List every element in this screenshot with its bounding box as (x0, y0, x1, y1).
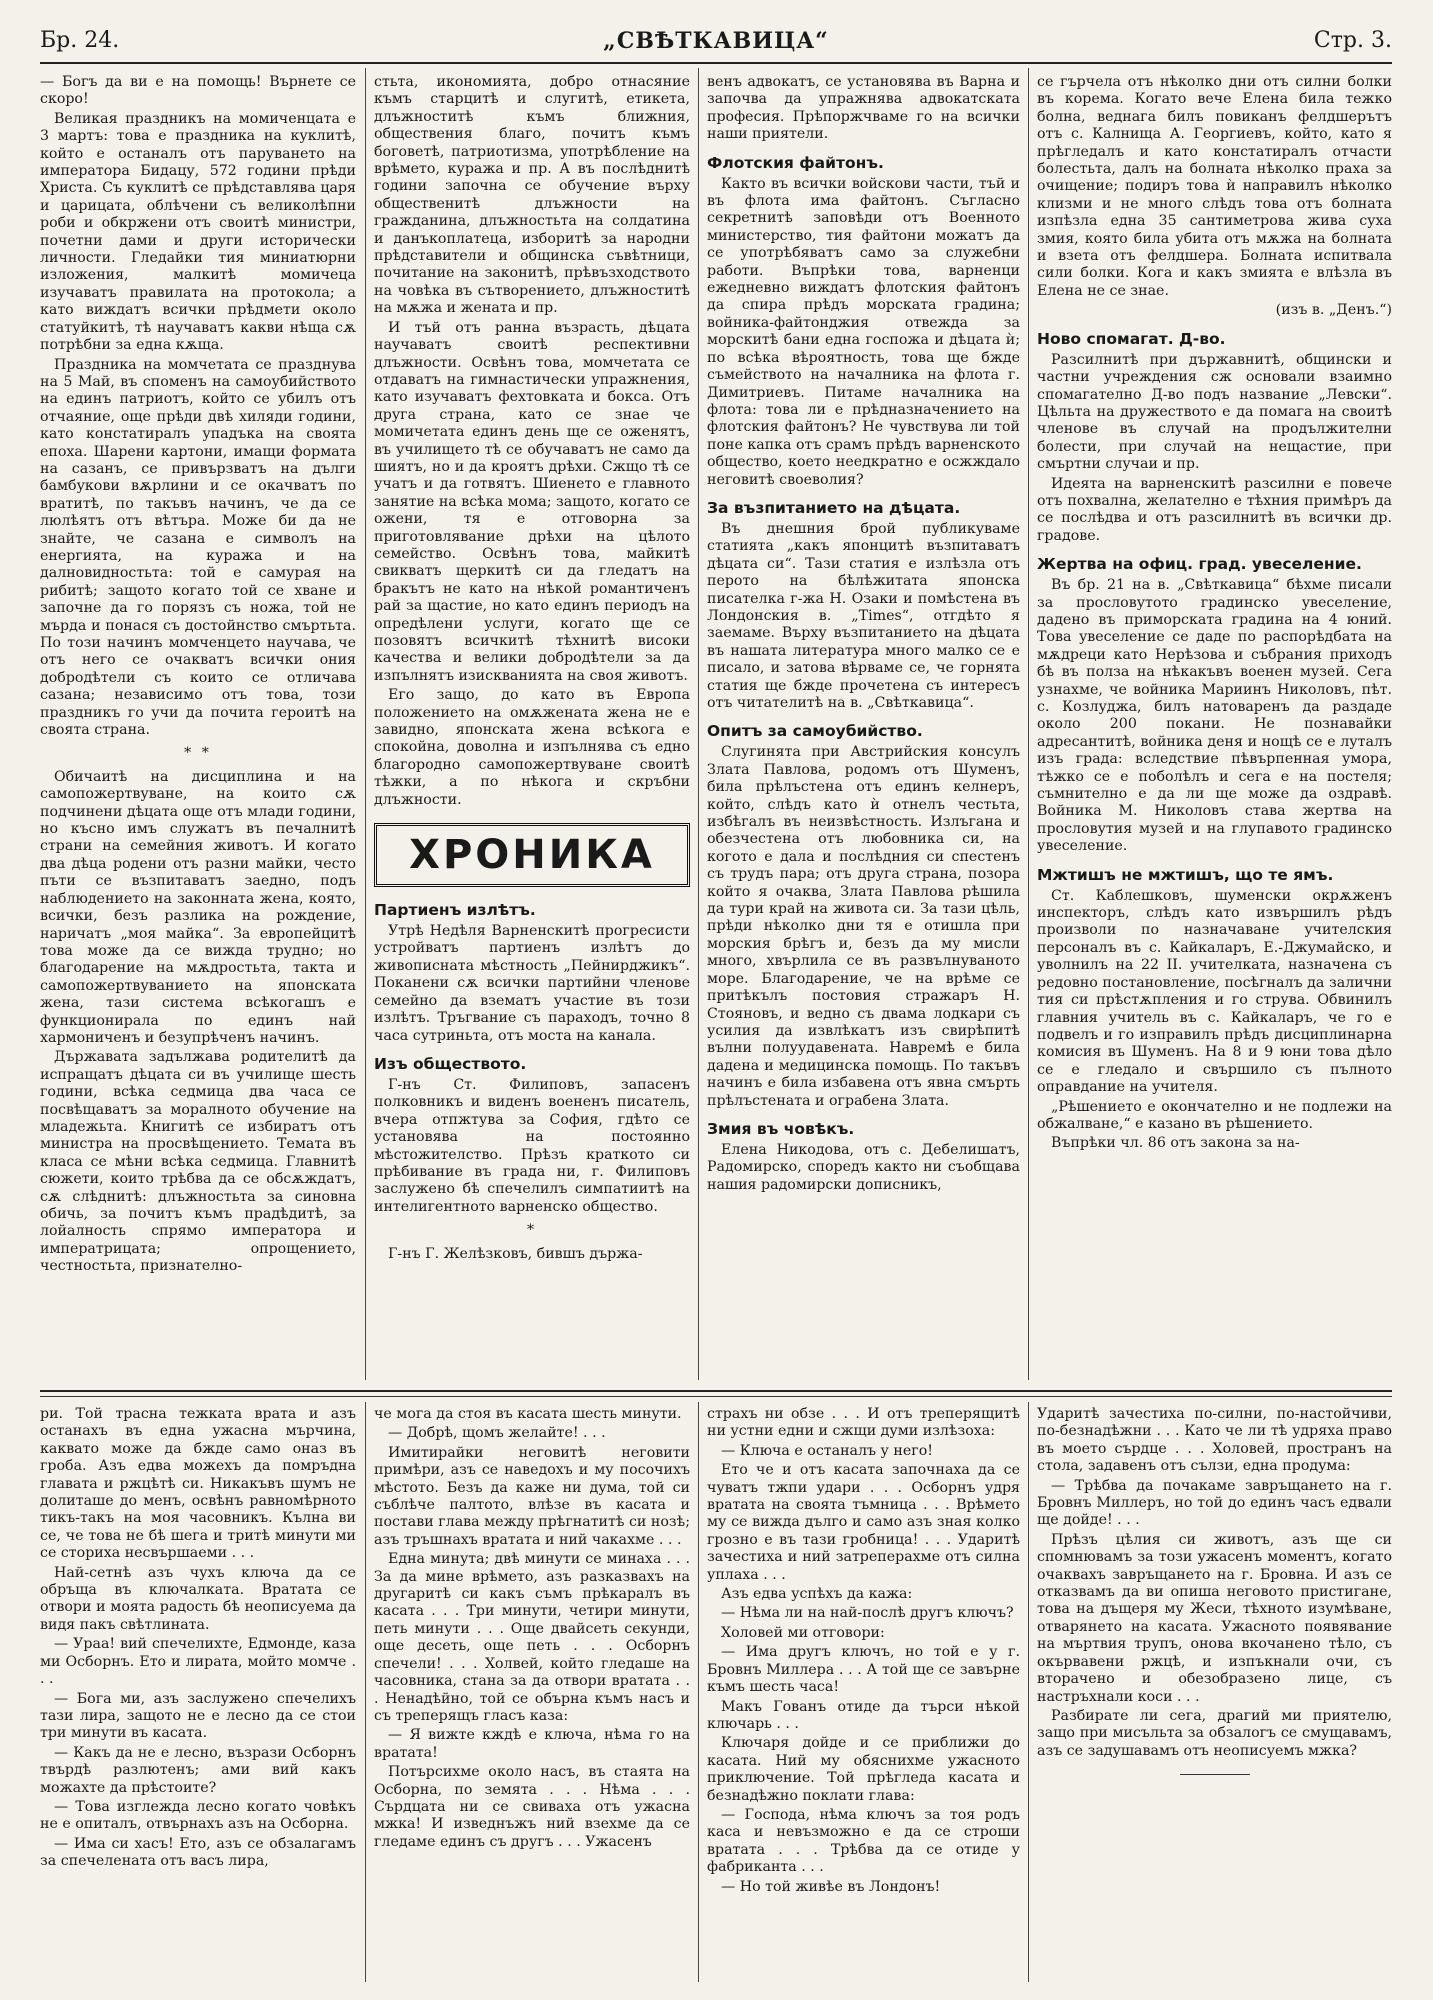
paragraph: Най-сетнѣ азъ чухъ ключа да се обръща въ ключалката. Вратата се отвори и моята радость бѣ неописуема да видя пакъ свѣтлината. (40, 1564, 356, 1633)
headline-party-excursion: Партиенъ излѣтъ. (374, 901, 536, 920)
column-divider (698, 68, 699, 1380)
column-divider (698, 1402, 699, 1982)
paragraph: Азъ едва успѣхъ да кажа: (721, 1586, 913, 1603)
end-rule (1180, 1774, 1250, 1775)
headline-suicide-attempt: Опитъ за самоубийство. (707, 722, 923, 741)
paragraph: — Това изглежда лесно когато човѣкъ не е опиталъ, отвърнахъ азъ на Осборна. (40, 1798, 356, 1833)
column-divider (365, 68, 366, 1380)
paragraph: че мога да стоя въ касата шесть минути. (374, 1406, 682, 1422)
paragraph: Праздника на момчетата се празднува на 5 Май, въ споменъ на самоубийството на единъ патриотъ, който се убилъ отъ отчаяние, още прѣди двѣ хиляди години, като констатиралъ упадъка на своята епоха. Шарени картони, имащи формата на сазанъ, се привързватъ на дълги бамбукови вѫрлини и се окачватъ по вратитѣ, по такъвъ начинъ, че да се люлѣятъ отъ вѣтъра. Може би да не знайте, че сазана е символъ на енергията, на куража и на далновидностьта: той е самурая на рибитѣ; защото когато той се хване и започне да го порязъ съ ножа, той не мърда и понася съ достойнство смъртьта. По този начинъ момченцето научава, че отъ него се очакватъ всички ония добродѣтели съ които се отличава сазана; независимо отъ това, този праздникъ го учи да почита героитѣ на своята страна. (40, 356, 356, 739)
paragraph: — Има си хасъ! Ето, азъ се обзалагамъ за спечелената отъ васъ лира, (40, 1835, 356, 1870)
paragraph: Прѣзъ цѣлия си животъ, азъ ще си спомнювамъ за този ужасенъ моментъ, когато очаквахъ завръщането на г. Бровна. И азъ се отказвамъ да ви опиша неговото пристигане, това на дъщеря му Жеси, тѣхното изумѣване, отварянето на касата. Ужасното появявание на мъртвия трупъ, онова вкочанено тѣло, съ окървавени ржцѣ, и изпъкнали очи, съ вторачено и обезобразено лице, съ настръхнали коси . . . (1037, 1531, 1392, 1705)
chronicle-banner: ХРОНИКА (374, 823, 690, 887)
paragraph: Ст. Каблешковъ, шуменски окрѫженъ инспекторъ, слѣдъ като извършилъ рѣдъ произволи по назначаване учителския персоналъ въ с. Кайкаларъ, Е.-Джумайско, и уволнилъ на 22 II. учителката, назначена съ редовно постановление, посѣгналъ да залични тия си прѣстѫпления и го струва. Обвинилъ главния учитель въ с. Кайкаларъ, че го е подвелъ и го изправилъ прѣдъ дисциплинарна комисия въ Шуменъ. На 8 и 9 юни това дѣло се е гледало и свършило съ пълното оправдание на учителя. (1037, 887, 1392, 1096)
article-japanese-children-col2 (374, 74, 690, 1378)
paragraph: страхъ ни обзе . . . И отъ треперящитѣ ни устни едни и сжщи думи излѣзоха: (707, 1406, 1020, 1440)
paragraph: Обичаитѣ на дисциплина и на самопожертвуване, на които сѫ подчинени дѣцата още отъ млади години, но късно имъ служатъ въ печалнитѣ страни на семейния животъ. И когато два дѣца родени отъ разни майки, често пъти се възпитаватъ заедно, подъ наблюдението на законната жена, която, всички, безъ разлика на рождение, наричатъ „моя майка“. За европейцитѣ това може да се вижда трудно; но благодарение на мѫдростьта, такта и самопожертвуванието на японската жена, тази система всѣкогашъ е функционирала по единъ най хармониченъ и безупрѣченъ начинъ. (40, 768, 356, 1046)
feuilleton-col2 (374, 1406, 690, 1986)
paragraph: И тъй отъ ранна възрасть, дѣцата научаватъ своитѣ респективни длъжности. Освѣнъ това, момчетата се отдаватъ на гимнастически упражнения, като изучаватъ фехтовката и бокса. Отъ друга страна, като се знае че момичетата единъ день ще се оженятъ, въ училището тѣ се обучаватъ не само да шиятъ, но и да кроятъ дрѣхи. Сжщо тѣ се учатъ и да готвятъ. Шиенето е главното занятие на всѣка мома; защото, когато се ожени, тя е отговорна за приготовлявание дрѣхи на цѣлото семейство. Освѣнъ това, майкитѣ свикватъ щеркитѣ си да гледатъ на бракътъ не като на нѣкой романтиченъ рай за щастие, но като единъ периодъ на опредѣлени услуги, когато ще се позовятъ всичкитѣ тѣхнитѣ високи качества и велики добродѣтели за да изпълнятъ изискванията на своя животъ. (374, 319, 690, 684)
paragraph: — Господа, нѣма ключъ за тоя родъ каса и невъзможно е да се строши вратата . . . Трѣбва да се отиде у фабриканта . . . (707, 1806, 1020, 1876)
paragraph: Его защо, до като въ Европа положението на омѫжената жена не е завидно, японската жена всѣкога е спокойна, доволна и изпълнява съ едно благородно самопожертвуване своитѣ тѣжки, а по нѣкога и скръбни длъжности. (374, 687, 690, 808)
article-japanese-children-col1 (40, 74, 356, 1378)
paragraph: — Ключа е останалъ у него! (721, 1442, 933, 1459)
page-header (40, 28, 1392, 62)
paragraph: — Какъ да не е лесно, възрази Осборнъ твърдѣ разлютенъ; ами вий какъ можахте да прѣстоите? (40, 1744, 356, 1796)
paragraph: Както въ всички войскови части, тъй и въ флота има файтонъ. Съгласно секретнитѣ заповѣди отъ Военното министерство, тия файтони можатъ да се употрѣбяватъ само за служебни работи. Въпрѣки това, варненци ежедневно виждатъ флотския файтонъ да спира прѣдъ морската градина; войника-файтонджия отвежда за морскитѣ бани една госпожа и дѣцата ѝ; по всѣка вѣроятность, това ще бжде съмейството на началника на флота г. Димитриевъ. Питаме началника на флота: това ли е прѣдназначението на флотския файтонъ? Не чувствува ли той поне капка отъ срамъ прѣдъ варненското общество, което неедкратно е осжждало неговитѣ своеволия? (707, 175, 1020, 488)
feuilleton-rule (40, 1390, 1392, 1392)
column-divider (1028, 68, 1029, 1380)
paragraph: Една минута; двѣ минути се минаха . . . За да мине врѣмето, азъ разказвахъ на другаритѣ си какъ съмъ прѣкаралъ въ касата . . . Три минути, четири минути, петь минути . . . Още двайсеть секунди, още десеть, още петь . . . Осборнъ спечели! . . . Холвей, който гледаше на часовника, стана за да отвори вратата . . . Ненадѣйно, той се обърна къмъ насъ и съ треперящъ гласъ каза: (374, 1551, 690, 1724)
section-separator: * * (184, 745, 212, 762)
section-separator: * (526, 1222, 538, 1239)
header-rule (40, 62, 1392, 64)
page-number: Стр. 3. (1313, 28, 1392, 53)
chronicle-col3 (707, 74, 1020, 1378)
headline-fleet-carriage: Флотския файтонъ. (707, 153, 884, 172)
paragraph: — Богъ да ви е на помощь! Върнете се скоро! (40, 74, 356, 108)
column-divider (365, 1402, 366, 1982)
headline-festivity-victim: Жертва на офиц. град. увеселение. (1037, 555, 1362, 574)
paragraph: ри. Той трасна тежката врата и азъ останахъ въ една ужасна мърчина, каквато може да бжде само оназ въ гроба. Азъ едва можехъ да помръдна главата и ржцѣтѣ си. Никакъвъ шумъ не долиташе до менъ, освѣнъ равномѣрното тикъ-такъ на моя часовникъ. Кълна ви се, че това не бѣ шега и тритѣ минути ми се сториха несвършаеми . . . (40, 1406, 356, 1562)
headline-society: Изъ обществото. (374, 1054, 527, 1073)
paragraph: Г-нъ Ст. Филиповъ, запасенъ полковникъ и виденъ воененъ писатель, вчера отпжтува за София, гдѣто се установява на постоянно мѣстожителство. Прѣзъ краткото си прѣбивание въ града ни, г. Филиповъ заслужено бѣ спечелилъ симпатиитѣ на интелигентното варненско общество. (374, 1076, 690, 1215)
paragraph: — Трѣбва да почакаме завръщането на г. Бровнъ Миллеръ, но той до единъ часъ едвали ще дойде! . . . (1037, 1477, 1392, 1529)
paragraph: Въ днешния брой публикуваме статията „какъ японцитѣ възпитаватъ дѣцата си“. Тази статия е излѣзла отъ перото на бѣлѣжитата японска писателка г-жа Н. Озаки и помѣстена въ Лондонския в. „Times“, отгдѣто я заемаме. Върху възпитанието на дѣцата въ нашата литература много малко се е писало, и затова вѣрваме се, че горнята статия ще бжде прочетена съ интересъ отъ читателитѣ на в. „Свѣткавица“. (707, 520, 1020, 711)
paragraph: — Нѣма ли на най-послѣ другъ ключъ? (721, 1605, 1014, 1622)
paragraph: Въ бр. 21 на в. „Свѣткавица“ бѣхме писали за прословутото градинско увеселение, дадено въ приморската градина на 4 юний. Това увеселение се даде по распорѣдбата на мѫдреци като Нерѣзова и събрания приходъ бѣ въ полза на нѣкакъвъ военен музей. Сега узнахме, че войника Мариинъ Николовъ, пѣт. с. Козлуджа, билъ натоваренъ да раздаде около 200 покани. Не познавайки адресантитѣ, войника деня и нощѣ се е луталъ изъ града: вследствие пѣвърпенная умора, тѣжко се е поболѣлъ и сега е на постеля; съмнително е да ли ще може да оздравѣ. Войника М. Николовъ става жертва на прословутия музей и на глупавото градинско увеселение. (1037, 577, 1392, 855)
paragraph: Идеята на варненскитѣ разсилни е повече отъ похвална, желателно е тѣхния примѣръ да се послѣдва и отъ разсилнитѣ въ всички др. градове. (1037, 475, 1392, 544)
paragraph: Утрѣ Недѣля Варненскитѣ прогресисти устройватъ партиенъ излѣтъ до живописната мѣстность „Пейнирджикъ“. Поканени сѫ всички партийни членове семейно да взематъ участие въ този излѣтъ. Тръгвание съ параходъ, точно 8 часа сутриньта, отъ моста на канала. (374, 923, 690, 1044)
paragraph: — Ураа! вий спечелихте, Едмонде, каза ми Осборнъ. Ето и лирата, мойто момче . . . (40, 1636, 356, 1688)
headline-snake: Змия въ човѣкъ. (707, 1119, 855, 1138)
paragraph: Разсилнитѣ при държавнитѣ, общински и частни учреждения сж основали взаимно спомагателно Д-во подъ название „Левски“. Цѣльта на дружеството е да помага на своитѣ членове въ случай на продължителни болести, при случай на нещастие, при смъртни случаи и пр. (1037, 351, 1392, 473)
paragraph: Слугинята при Австрийския консулъ Злата Павлова, родомъ отъ Шуменъ, била прѣлъстена отъ единъ келнеръ, който, слѣдъ като ѝ отнелъ честьта, избѣгалъ въ неизвѣстность. Излъгана и обезчестена отъ любовника си, на когото е дала и послѣдния си спестенъ съ трудъ пара; отъ друга страна, позора който я очаква, Злата Павлова рѣшила да тури край на живота си. За тази цѣль, прѣди нѣколко дни тя е отишла при морския брѣгъ и, безъ да му мисли много, хвърлила се въ развълнуваното море. Благодарение, че на врѣме се притѣкълъ постовия стражаръ Н. Стояновъ, и ведно съ двама лодкари съ усилия да извлѣкатъ изъ свирѣпитѣ вълни полуудавената. Навремѣ е била дадена и медицинска помощь. По такъвъ начинъ е била избавена отъ явна смърть прѣлъстената и ограбена Злата. (707, 744, 1020, 1109)
paragraph: стьта, икономията, добро отнасяние къмъ старцитѣ и слугитѣ, етикета, длъжноститѣ къмъ ближния, обществения благо, почитъ къмъ боговетѣ, патриотизма, употрѣбление на врѣмето, куража и пр. А въ послѣднитѣ години започна се обучение върху общественитѣ длъжности на гражданина, длъжностьта на солдатина и данъкоплатеца, изборитѣ за народни прѣдставители и общинска съвѣтници, почитание на законитѣ, прѣвъзходството на човѣка въ сътворението, длъжноститѣ на мѫжа и жената и пр. (374, 74, 690, 317)
chronicle-col4 (1037, 74, 1392, 1378)
paragraph: Въпрѣки чл. 86 отъ закона за на- (1051, 1135, 1300, 1152)
paragraph: Разбирате ли сега, драгий ми приятелю, защо при мисъльта за обзалогъ се смущавамъ, азъ се задушавамъ отъ неописуемъ мжка? (1037, 1707, 1392, 1759)
paragraph: — Добрѣ, щомъ желайте! . . . (388, 1425, 606, 1442)
paragraph: Елена Никодова, отъ с. Дебелишатъ, Радомирско, споредъ както ни съобщава нашия радомирски дописникъ, (707, 1141, 1020, 1193)
paragraph: Имитирайки неговитѣ неговити примѣри, азъ се наведохъ и му посочихъ мѣстото. Безъ да каже ни дума, той си съблѣче палтото, влѣзе въ касата и постави глава между прѣгнатитѣ си нозѣ; азъ тръшнахъ вратата и ний чакахме . . . (374, 1444, 690, 1548)
paragraph: Великая праздникъ на момиченцата е 3 мартъ: това е праздника на куклитѣ, който е останалъ отъ паруването на императора Бидацу, 572 години прѣди Христа. Съ куклитѣ се прѣдставлява царя и царицата, облѣчени съ великолѣпни роби и обкржени отъ своитѣ министри, почетни дами и други исторически личности. Гледайки тия миниатюрни изложения, малкитѣ момичеца изучаватъ правилата на протокола; а като виждатъ всички прѣдмети около статуйкитѣ, тѣ научаватъ какви нѣща сѫ потрѣбни за една кѫща. (40, 110, 356, 354)
headline-education: За възпитанието на дѣцата. (707, 498, 961, 517)
paragraph: Г-нъ Г. Желѣзковъ, бившъ държа- (388, 1245, 643, 1262)
paragraph: Макъ Гованъ отиде да търси нѣкой ключарь . . . (707, 1698, 1020, 1732)
paragraph: — Бога ми, азъ заслужено спечелихъ тази лира, защото не е лесно да се стои три минути въ касата. (40, 1690, 356, 1742)
paragraph: — Я вижте кждѣ е ключа, нѣма го на вратата! (374, 1727, 690, 1761)
source-citation: (изъ в. „Денъ.“) (1275, 302, 1392, 319)
headline-kableshkov: Мжтишъ не мжтишъ, що те ямъ. (1037, 865, 1334, 884)
column-divider (1028, 1402, 1029, 1982)
feuilleton-col4 (1037, 1406, 1392, 1986)
paragraph: — Но той живѣе въ Лондонъ! (721, 1878, 941, 1895)
paragraph: Ето че и отъ касата започнаха да се чуватъ тжпи удари . . . Осборнъ удря вратата на своята тъмница . . . Врѣмето му се вижда дълго и само азъ зная колко грозно е въ тази гробница! . . . Ударитѣ зачестиха и ний затреперахме отъ силна уплаха . . . (707, 1462, 1020, 1583)
feuilleton-rule (40, 1396, 1392, 1397)
newspaper-title: „СВѢТКАВИЦА“ (603, 28, 829, 54)
paragraph: — Има другъ ключъ, но той е у г. Бровнъ Миллера . . . А той ще се завърне къмъ шесть часа! (707, 1644, 1020, 1696)
paragraph: венъ адвокатъ, се установява въ Варна и започва да упражнява адвокатската професия. Прѣпоржчваме го на всички наши приятели. (707, 74, 1020, 143)
paragraph: „Рѣшението е окончателно и не подлежи на обжалване,“ е казано въ рѣшението. (1037, 1098, 1392, 1132)
paragraph: Потърсихме около насъ, въ стаята на Осборна, по земята . . . Нѣма . . . Сърдцата ни се свиваха отъ ужасна мжка! И изведнъжъ ний взехме да се гледаме единъ съ другъ . . . Ужасенъ (374, 1764, 690, 1850)
paragraph: Ключаря дойде и се приближи до касата. Ний му обяснихме ужасното приключение. Той прѣгледа касата и безнадѣжно поклати глава: (707, 1735, 1020, 1804)
issue-number: Бр. 24. (40, 28, 120, 53)
paragraph: Държавата задължава родителитѣ да испращатъ дѣцата си въ училище шесть години, всѣка седмица два часа се посвѣщаватъ за моралното обучение на младежьта. Книгитѣ се избиратъ отъ министра на просвѣщението. Темата въ класа се мѣни всѣка седмица. Главнитѣ сюжети, които трѣбва да се обсѫждатъ, сѫ слѣднитѣ: длъжностьта за синовна обичь, за почитъ къмъ прадѣдитѣ, за лойалность спрямо императора и императрицата; опрощението, честностьта, признателно- (40, 1049, 356, 1275)
paragraph: се гърчела отъ нѣколко дни отъ силни болки въ корема. Когато вече Елена била тежко болна, веднага билъ повиканъ фелдшерътъ отъ с. Калнища А. Георгиевъ, който, като я прѣгледалъ и като констатиралъ отчасти болестьта, далъ на болната нѣколко праха за очищение; подиръ това ѝ направилъ нѣколко клизми и не много слѣдъ това отъ болната изпѣзла една 35 сантиметрова жива суха змия, която била убита отъ мѫжа на болната и взета отъ фелдшера. Болната испитвала сили болки. Кога и какъ змията е влѣзла въ Елена не се знае. (1037, 74, 1392, 299)
paragraph: Холовей ми отговори: (721, 1624, 885, 1641)
headline-mutual-society: Ново спомагат. Д-во. (1037, 329, 1226, 348)
feuilleton-col1 (40, 1406, 356, 1986)
paragraph: Ударитѣ зачестиха по-силни, по-настойчиви, по-безнадѣжни . . . Като че ли тѣ удряха право въ моето сърдце . . . Холовей, пространъ на стола, задавенъ отъ сълзи, една продума: (1037, 1406, 1392, 1475)
feuilleton-col3 (707, 1406, 1020, 1986)
